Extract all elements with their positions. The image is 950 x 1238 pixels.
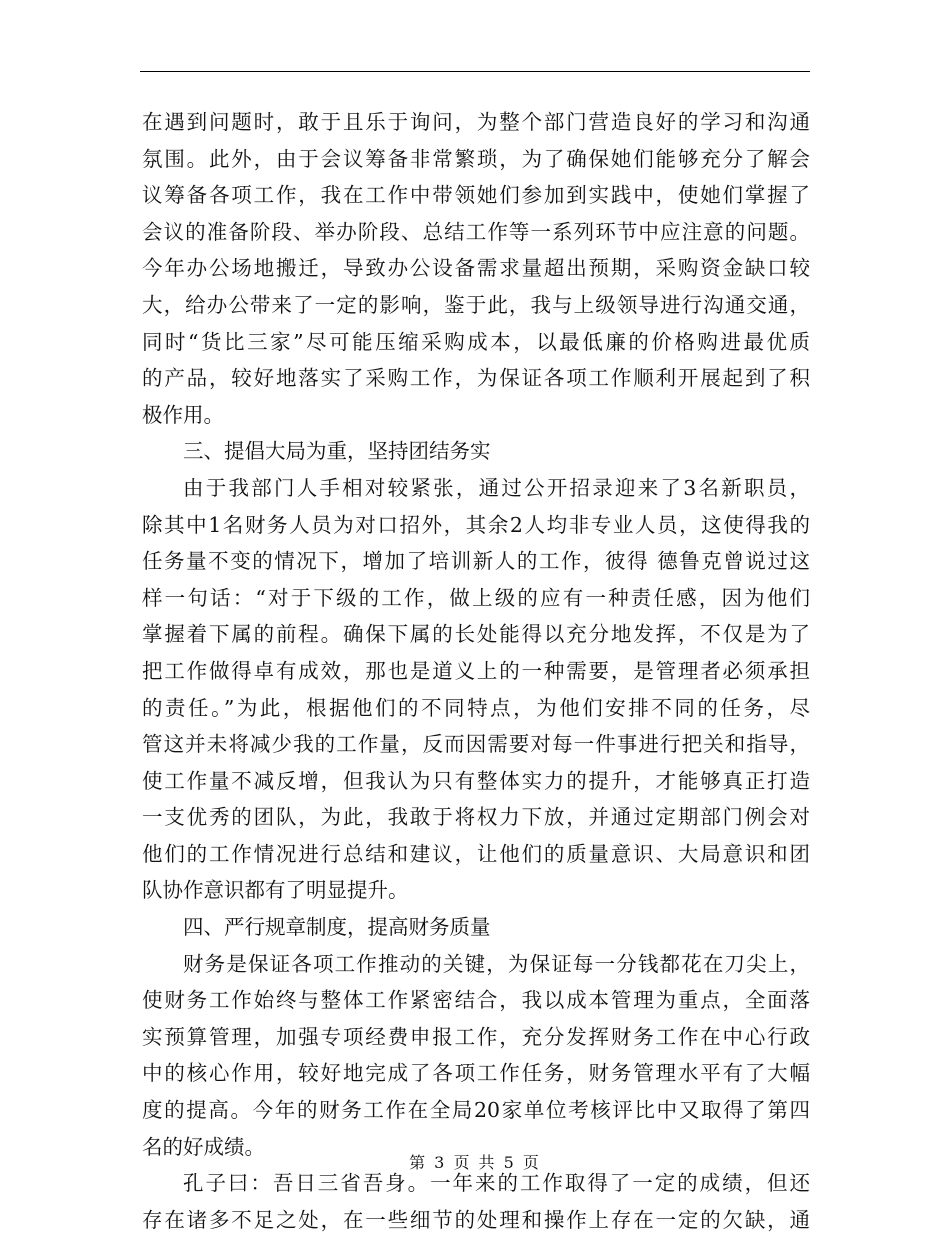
text-line: 一支优秀的团队，为此，我敢于将权力下放，并通过定期部门例会对 xyxy=(142,805,810,830)
text-line: 名的好成绩。 xyxy=(142,1134,265,1159)
text-line: 任务量不变的情况下，增加了培训新人的工作，彼得 德鲁克曾说过这 xyxy=(142,549,810,574)
text-line: 在遇到问题时，敢于且乐于询问，为整个部门营造良好的学习和沟通 xyxy=(142,110,810,134)
text-line: 孔子曰：吾日三省吾身。一年来的工作取得了一定的成绩，但还 xyxy=(183,1171,810,1196)
text-line: 掌握着下属的前程。确保下属的长处能得以充分地发挥，不仅是为了 xyxy=(142,622,810,647)
page-footer: 第 3 页 共 5 页 xyxy=(409,1153,541,1172)
text-line: 管这并未将减少我的工作量，反而因需要对每一件事进行把关和指导， xyxy=(142,732,810,757)
text-line: 度的提高。今年的财务工作在全局20家单位考核评比中又取得了第四 xyxy=(142,1098,810,1123)
text-line: 氛围。此外，由于会议筹备非常繁琐，为了确保她们能够充分了解会 xyxy=(142,146,810,171)
text-line: 他们的工作情况进行总结和建议，让他们的质量意识、大局意识和团 xyxy=(142,841,810,866)
text-line: 中的核心作用，较好地完成了各项工作任务，财务管理水平有了大幅 xyxy=(142,1061,810,1086)
text-line: 队协作意识都有了明显提升。 xyxy=(142,878,409,903)
text-line: 样一句话：“对于下级的工作，做上级的应有一种责任感，因为他们 xyxy=(142,585,810,610)
text-line: 的产品，较好地落实了采购工作，为保证各项工作顺利开展起到了积 xyxy=(142,366,810,391)
text-line: 由于我部门人手相对较紧张，通过公开招录迎来了3名新职员， xyxy=(183,475,810,500)
text-line: 今年办公场地搬迁，导致办公设备需求量超出预期，采购资金缺口较 xyxy=(142,256,810,281)
text-line: 存在诸多不足之处，在一些细节的处理和操作上存在一定的欠缺，通 xyxy=(142,1207,810,1232)
text-line: 极作用。 xyxy=(142,402,224,427)
text-line: 四、严行规章制度，提高财务质量 xyxy=(183,915,491,940)
text-line: 大，给办公带来了一定的影响，鉴于此，我与上级领导进行沟通交通， xyxy=(142,292,810,317)
text-line: 的责任。”为此，根据他们的不同特点，为他们安排不同的任务，尽 xyxy=(142,695,810,720)
header-rule xyxy=(140,71,810,72)
text-line: 议筹备各项工作，我在工作中带领她们参加到实践中，使她们掌握了 xyxy=(142,183,810,208)
text-line: 财务是保证各项工作推动的关键，为保证每一分钱都花在刀尖上， xyxy=(183,951,810,976)
text-line: 使工作量不减反增，但我认为只有整体实力的提升，才能够真正打造 xyxy=(142,768,810,793)
text-line: 会议的准备阶段、举办阶段、总结工作等一系列环节中应注意的问题。 xyxy=(142,219,810,244)
text-line: 实预算管理，加强专项经费申报工作，充分发挥财务工作在中心行政 xyxy=(142,1024,810,1049)
body-text xyxy=(142,104,810,1238)
text-line: 三、提倡大局为重，坚持团结务实 xyxy=(183,439,491,464)
text-line: 使财务工作始终与整体工作紧密结合，我以成本管理为重点，全面落 xyxy=(142,988,810,1013)
text-line: 同时“货比三家”尽可能压缩采购成本，以最低廉的价格购进最优质 xyxy=(142,329,810,354)
text-line: 把工作做得卓有成效，那也是道义上的一种需要，是管理者必须承担 xyxy=(142,658,810,683)
text-line: 除其中1名财务人员为对口招外，其余2人均非专业人员，这使得我的 xyxy=(142,512,810,537)
